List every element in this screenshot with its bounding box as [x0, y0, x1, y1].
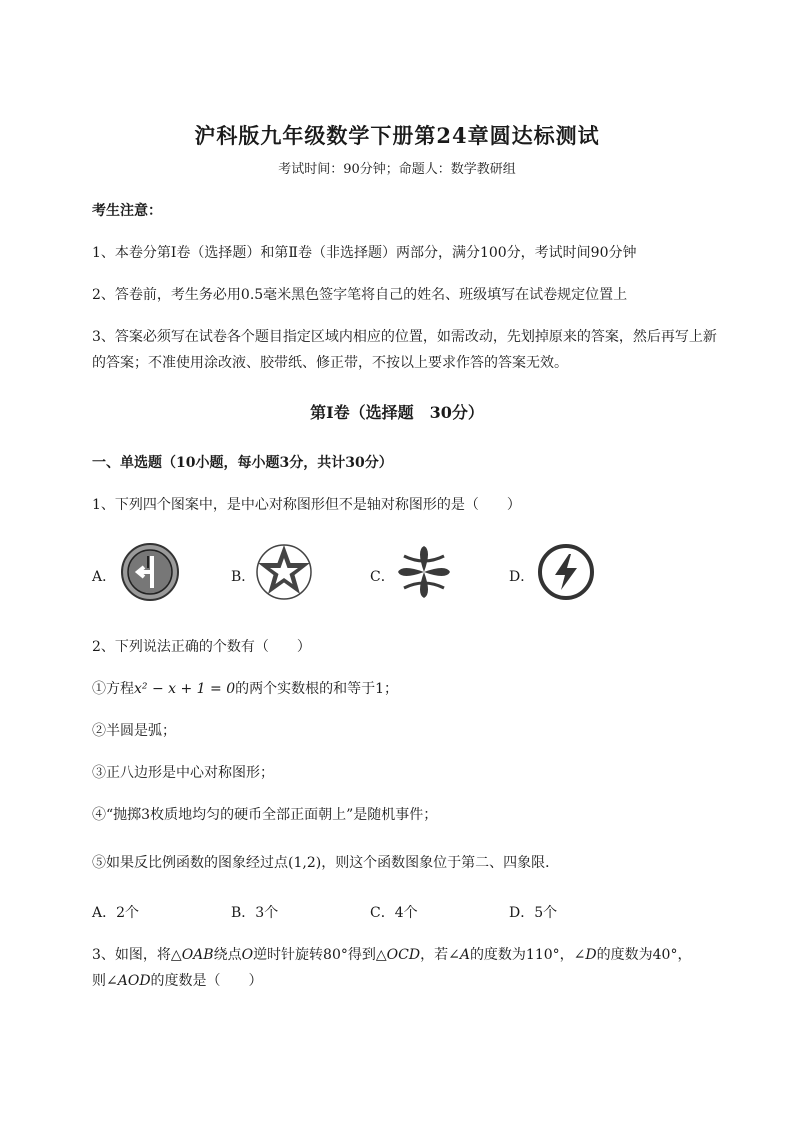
q1-option-b-label: B．	[231, 569, 256, 585]
q3-text: 的度数为40°，	[596, 947, 692, 963]
q3-triangle-ocd: OCD	[386, 947, 421, 963]
four-leaf-pattern-icon	[394, 542, 454, 602]
q2-s1-post: 的两个实数根的和等于1；	[235, 681, 399, 697]
q3-point-o: O	[241, 947, 254, 963]
part-heading: 一、单选题（10小题，每小题3分，共计30分）	[92, 455, 393, 471]
q1-option-c-label: C．	[370, 569, 395, 585]
lightning-bolt-icon	[536, 542, 596, 602]
q1-stem: 1、下列四个图案中，是中心对称图形但不是轴对称图形的是（ ）	[92, 497, 521, 513]
q2-stem: 2、下列说法正确的个数有（ ）	[92, 639, 311, 655]
page-title: 沪科版九年级数学下册第24章圆达标测试	[194, 123, 600, 148]
q3-text: 的度数是（ ）	[150, 973, 263, 989]
q2-s1-pre: ①方程	[92, 681, 134, 697]
q3-angle-aod: AOD	[117, 973, 151, 989]
star-in-circle-icon	[254, 542, 314, 602]
q3-text: 绕点	[213, 947, 242, 963]
q3-text: 的度数为110°，∠	[469, 947, 586, 963]
q2-statement-3: ③正八边形是中心对称图形；	[92, 765, 274, 781]
q3-text: 则∠	[92, 973, 118, 989]
no-left-turn-sign-icon	[120, 542, 180, 602]
notice-heading: 考生注意：	[92, 203, 162, 219]
q2-statement-4: ④“抛掷3枚质地均匀的硬币全部正面朝上”是随机事件；	[92, 807, 438, 823]
q2-statement-2: ②半圆是弧；	[92, 723, 176, 739]
notice-item-2: 2、答卷前，考生务必用0.5毫米黑色签字笔将自己的姓名、班级填写在试卷规定位置上	[92, 287, 628, 303]
q2-option-c: C．4个	[370, 905, 418, 921]
q3-text: 逆时针旋转80°得到△	[253, 947, 387, 963]
q1-option-a-label: A．	[92, 569, 117, 585]
notice-item-3: 3、答案必须写在试卷各个题目指定区域内相应的位置，如需改动，先划掉原来的答案，然后再写上新	[92, 329, 717, 345]
q3-angle-d: D	[585, 947, 597, 963]
q3-triangle-oab: OAB	[181, 947, 214, 963]
q2-option-a: A．2个	[92, 905, 140, 921]
section-title: 第I卷（选择题 30分）	[310, 403, 484, 422]
q1-option-d-label: D．	[509, 569, 535, 585]
exam-info: 考试时间：90分钟；命题人：数学教研组	[278, 162, 516, 177]
q2-statement-1	[92, 678, 398, 698]
q3-text: 3、如图，将△	[92, 947, 182, 963]
notice-item-1: 1、本卷分第I卷（选择题）和第Ⅱ卷（非选择题）两部分，满分100分，考试时间90分钟	[92, 245, 637, 261]
notice-item-3-cont: 的答案；不准使用涂改液、胶带纸、修正带，不按以上要求作答的答案无效。	[92, 355, 568, 371]
q2-statement-5: ⑤如果反比例函数的图象经过点(1,2)，则这个函数图象位于第二、四象限．	[92, 855, 560, 871]
q3-line-2	[92, 970, 263, 990]
q2-equation: x² − x + 1 = 0	[134, 681, 236, 697]
q2-option-b: B．3个	[231, 905, 279, 921]
q3-text: ，若∠	[420, 947, 460, 963]
q3-line-1	[92, 944, 691, 964]
q3-angle-a: A	[459, 947, 470, 963]
q2-option-d: D．5个	[509, 905, 558, 921]
